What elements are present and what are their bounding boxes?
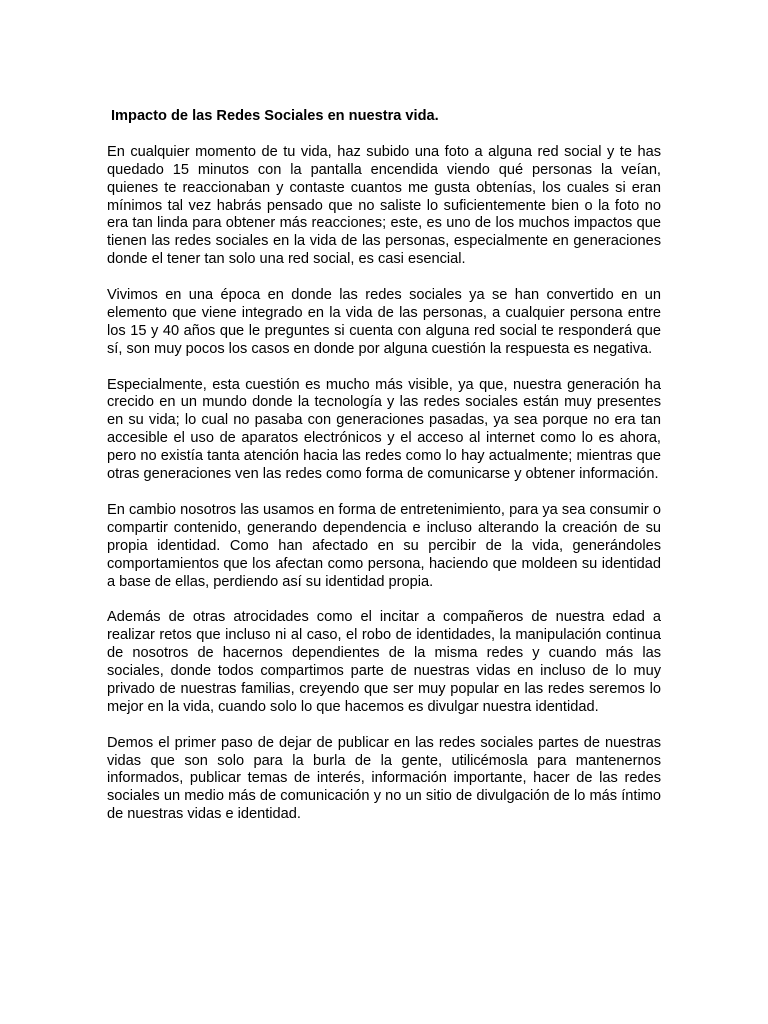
paragraph-1: En cualquier momento de tu vida, haz subido una foto a alguna red social y te has quedado 15 minutos con la pantalla encendida viendo qué personas la veían, quienes te reaccionaban y contaste cuantos me gusta obtenías, los cuales si eran mínimos tal vez habrás pensado que no saliste lo suficientemente bien o la foto no era tan linda para obtener más reacciones; este, es uno de los muchos impactos que tienen las redes sociales en la vida de las personas, especialmente en generaciones donde el tener tan solo una red social, es casi esencial. <box>107 143 661 268</box>
paragraph-2: Vivimos en una época en donde las redes sociales ya se han convertido en un elemento que viene integrado en la vida de las personas, a cualquier persona entre los 15 y 40 años que le preguntes si cuenta con alguna red social te responderá que sí, son muy pocos los casos en donde por alguna cuestión la respuesta es negativa. <box>107 287 661 357</box>
paragraph-3: Especialmente, esta cuestión es mucho más visible, ya que, nuestra generación ha crecido en un mundo donde la tecnología y las redes sociales están muy presentes en su vida; lo cual no pasaba con generaciones pasadas, ya sea porque no era tan accesible el uso de aparatos electrónicos y el acceso al internet como lo es ahora, pero no existía tanta atención hacia las redes como lo hay actualmente; mientras que otras generaciones ven las redes como forma de comunicarse y obtener información. <box>107 376 661 483</box>
document-title: Impacto de las Redes Sociales en nuestra vida. <box>111 108 439 124</box>
paragraph-4: En cambio nosotros las usamos en forma de entretenimiento, para ya sea consumir o compartir contenido, generando dependencia e incluso alterando la creación de su propia identidad. Como han afectado en su percibir de la vida, generándoles comportamientos que los afectan como persona, haciendo que moldeen su identidad a base de ellas, perdiendo así su identidad propia. <box>107 501 661 590</box>
document-body <box>107 108 661 842</box>
paragraph-5: Además de otras atrocidades como el incitar a compañeros de nuestra edad a realizar retos que incluso ni al caso, el robo de identidades, la manipulación continua de nosotros de hacernos dependientes de la misma redes y cuando más las sociales, donde todos compartimos parte de nuestras vidas en incluso de lo muy privado de nuestras familias, creyendo que ser muy popular en las redes seremos lo mejor en la vida, cuando solo lo que hacemos es divulgar nuestra identidad. <box>107 609 661 715</box>
paragraph-6: Demos el primer paso de dejar de publicar en las redes sociales partes de nuestras vidas que son solo para la burla de la gente, utilicémosla para mantenernos informados, publicar temas de interés, información importante, hacer de las redes sociales un medio más de comunicación y no un sitio de divulgación de lo más íntimo de nuestras vidas e identidad. <box>107 734 661 823</box>
